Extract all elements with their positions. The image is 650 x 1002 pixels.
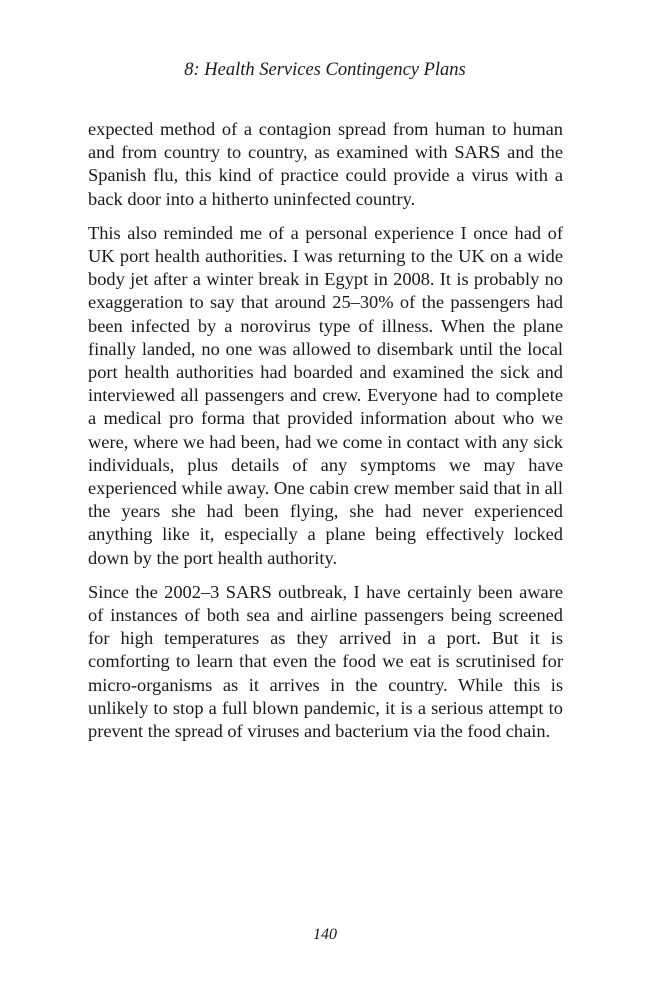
paragraph: Since the 2002–3 SARS outbreak, I have certainly been aware of instances of both sea and airline passengers being screened for high temperatures as they arrived in a port. But it is comforting to learn that even the food we eat is scrutinised for micro-organisms as it arrives in the country. While this is unlikely to stop a full blown pandemic, it is a serious attempt to prevent the spread of viruses and bacterium via the food chain. — [88, 581, 563, 742]
body-text — [88, 118, 563, 754]
page-number: 140 — [313, 926, 337, 943]
paragraph: expected method of a contagion spread from human to human and from country to country, as examined with SARS and the Spanish flu, this kind of practice could provide a virus with a back door into a hitherto uninfected country. — [88, 119, 563, 209]
paragraph: This also reminded me of a personal experience I once had of UK port health authorities. I was returning to the UK on a wide body jet after a winter break in Egypt in 2008. It is probably no exaggeration to say that around 25–30% of the passengers had been infected by a norovirus type of illness. When the plane finally landed, no one was allowed to disembark until the local port health authorities had boarded and examined the sick and interviewed all passengers and crew. Everyone had to complete a medical pro forma that provided information about who we were, where we had been, had we come in contact with any sick individuals, plus details of any symptoms we may have experienced while away. One cabin crew member said that in all the years she had been flying, she had never experienced anything like it, especially a plane being effectively locked down by the port health authority. — [88, 222, 563, 568]
running-header: 8: Health Services Contingency Plans — [184, 60, 466, 80]
